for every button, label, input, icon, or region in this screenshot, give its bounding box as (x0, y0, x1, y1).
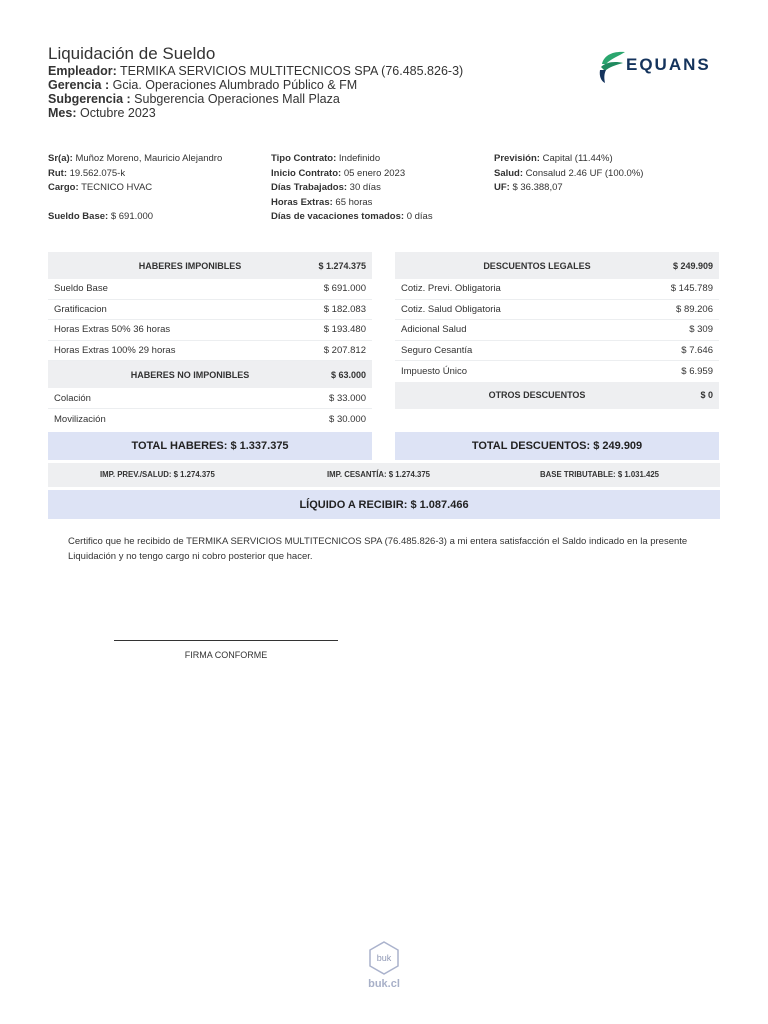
gerencia-value: Gcia. Operaciones Alumbrado Público & FM (112, 78, 358, 92)
employee-info-column-2 (271, 152, 491, 225)
haberes-no-imponibles-header: HABERES NO IMPONIBLES $ 63.000 (48, 361, 372, 388)
table-row: Horas Extras 50% 36 horas $ 193.480 (48, 320, 372, 341)
employee-info-column-3 (494, 152, 724, 196)
equans-leaf-icon (598, 50, 626, 84)
table-row: Cotiz. Previ. Obligatoria $ 145.789 (395, 279, 719, 300)
table-row: Sueldo Base $ 691.000 (48, 279, 372, 300)
mes-line: Mes: Octubre 2023 (48, 106, 156, 120)
dias-trabajados-row: Días Trabajados: 30 días (271, 182, 381, 194)
table-row: Horas Extras 100% 29 horas $ 207.812 (48, 341, 372, 362)
mes-value: Octubre 2023 (79, 106, 156, 120)
rut-row: Rut: 19.562.075-k (48, 167, 126, 179)
imp-prev-salud: IMP. PREV./SALUD: $ 1.274.375 (100, 470, 215, 479)
otros-descuentos-header: OTROS DESCUENTOS $ 0 (395, 382, 719, 409)
sueldo-base-row: Sueldo Base: $ 691.000 (48, 211, 154, 223)
imponible-summary-bar (48, 463, 720, 487)
inicio-contrato-row: Inicio Contrato: 05 enero 2023 (271, 167, 406, 179)
table-row: Impuesto Único $ 6.959 (401, 366, 713, 378)
total-haberes: TOTAL HABERES: $ 1.337.375 (48, 432, 372, 460)
table-row: Colación $ 33.000 (48, 388, 372, 409)
tipo-contrato-row: Tipo Contrato: Indefinido (271, 153, 381, 164)
total-descuentos: TOTAL DESCUENTOS: $ 249.909 (395, 432, 719, 460)
logo-text: EQUANS (626, 55, 711, 74)
subgerencia-line: Subgerencia : Subgerencia Operaciones Mall Plaza (48, 92, 340, 106)
horas-extras-row: Horas Extras: 65 horas (271, 196, 373, 208)
table-row: Seguro Cesantía $ 7.646 (395, 341, 719, 362)
base-tributable: BASE TRIBUTABLE: $ 1.031.425 (540, 470, 660, 479)
employer-line: Empleador: TERMIKA SERVICIOS MULTITECNICOS SPA (76.485.826-3) (48, 64, 464, 78)
equans-logo (598, 48, 720, 84)
employee-name-row: Sr(a): Muñoz Moreno, Mauricio Alejandro (48, 153, 223, 164)
signature-label: FIRMA CONFORME (184, 650, 268, 660)
uf-row: UF: $ 36.388,07 (494, 182, 563, 194)
table-row: Adicional Salud $ 309 (395, 320, 719, 341)
employee-info-column-1 (48, 152, 268, 225)
liquido-a-recibir: LÍQUIDO A RECIBIR: $ 1.087.466 (48, 490, 720, 519)
imp-cesantia: IMP. CESANTÍA: $ 1.274.375 (327, 470, 430, 479)
table-row: Gratificacion $ 182.083 (48, 300, 372, 321)
subgerencia-value: Subgerencia Operaciones Mall Plaza (134, 92, 340, 106)
certificate-text: Certifico que he recibido de TERMIKA SERVICIOS MULTITECNICOS SPA (76.485.826-3) a mi entera satisfacción el Saldo indicado en la presente Liquidación y no tengo cargo ni cobro posterior que hacer. (68, 536, 688, 562)
buk-logo-text: buk (376, 953, 392, 963)
descuentos-legales-header: DESCUENTOS LEGALES $ 249.909 (395, 252, 719, 279)
signature-line (114, 640, 338, 641)
buk-hexagon-icon (366, 940, 402, 976)
gerencia-line: Gerencia : Gcia. Operaciones Alumbrado Público & FM (48, 78, 358, 92)
page-title: Liquidación de Sueldo (48, 44, 216, 63)
haberes-imponibles-header: HABERES IMPONIBLES $ 1.274.375 (48, 252, 372, 279)
cargo-row: Cargo: TECNICO HVAC (48, 182, 153, 194)
descuentos-table (395, 252, 719, 409)
buk-logo (366, 940, 402, 976)
table-row: Movilización $ 30.000 (54, 413, 366, 425)
employer-value: TERMIKA SERVICIOS MULTITECNICOS SPA (76.485.826-3) (120, 64, 464, 78)
haberes-table (48, 252, 372, 430)
buk-url: buk.cl (368, 978, 400, 990)
vacaciones-row: Días de vacaciones tomados: 0 días (271, 211, 433, 223)
table-row: Cotiz. Salud Obligatoria $ 89.206 (395, 300, 719, 321)
prevision-row: Previsión: Capital (11.44%) (494, 153, 613, 164)
salud-row: Salud: Consalud 2.46 UF (100.0%) (494, 167, 644, 179)
